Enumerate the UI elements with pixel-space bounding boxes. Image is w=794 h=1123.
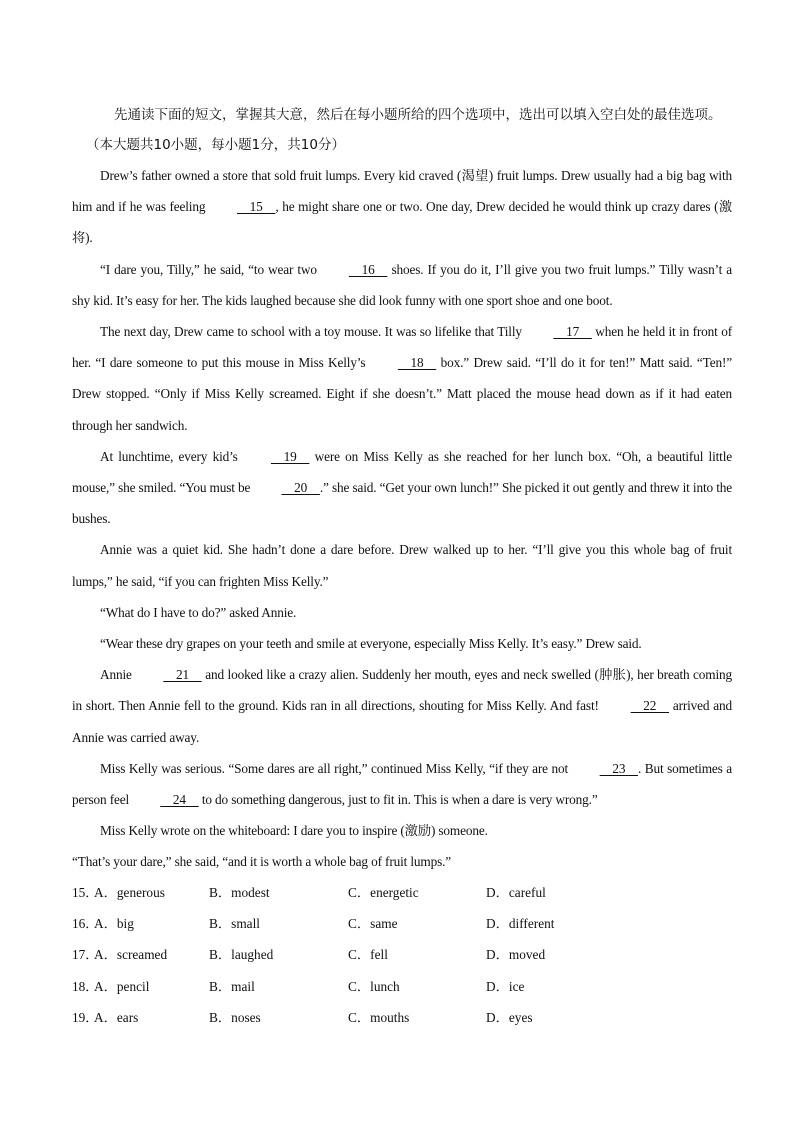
text-span: Annie	[100, 667, 136, 683]
instructions: 先通读下面的短文，掌握其大意，然后在每小题所给的四个选项中，选出可以填入空白处的最佳选项。（本大题共10小题，每小题1分，共10分）	[86, 107, 722, 153]
option-c: C．fell	[348, 947, 388, 963]
option-b: B．modest	[209, 885, 270, 900]
question-number: 19．	[72, 1009, 99, 1025]
option-b: B．small	[209, 916, 260, 932]
text-span: were on Miss Kelly as she reached for her lunch box. “Oh, a beautiful little mouse,” she smiled. “You must be	[72, 448, 732, 496]
option-row-15	[72, 877, 732, 908]
reading-passage	[72, 160, 732, 878]
paragraph-4	[72, 441, 732, 535]
blank-16: 16	[348, 261, 388, 277]
paragraph-10: Miss Kelly wrote on the whiteboard: I dare you to inspire (激励) someone.	[100, 823, 488, 839]
paragraph-3	[72, 316, 732, 441]
option-b: B．laughed	[209, 947, 274, 963]
blank-23: 23	[599, 760, 639, 776]
text-span: and looked like a crazy alien. Suddenly her mouth, eyes and neck swelled (肿胀), her breath coming in short. Then Annie fell to the ground. Kids ran in all directions, shouting for Miss Kelly. And fast!	[72, 667, 733, 714]
question-number: 18．	[72, 978, 99, 994]
option-a: A．screamed	[94, 947, 168, 963]
paragraph-5: Annie was a quiet kid. She hadn’t done a dare before. Drew walked up to her. “I’ll give you this whole bag of fruit lumps,” he said, “if you can frighten Miss Kelly.”	[72, 542, 732, 589]
option-c: C．same	[348, 916, 398, 932]
option-a: A．big	[94, 916, 134, 932]
text-span: , he might share one or two. One day, Drew decided he would think up crazy dares (激将).	[72, 199, 732, 246]
blank-20: 20	[281, 480, 320, 496]
blank-19: 19	[270, 448, 310, 464]
option-row-18	[72, 971, 732, 1002]
paragraph-9	[72, 753, 732, 815]
paragraph-1	[72, 160, 732, 254]
paragraph-7: “Wear these dry grapes on your teeth and smile at everyone, especially Miss Kelly. It’s easy.” Drew said.	[100, 636, 642, 652]
text-span: shoes. If you do it, I’ll give you two fruit lumps.” Tilly wasn’t a shy kid. It’s easy for her. The kids laughed because she did look funny with one sport shoe and one boot.	[72, 261, 733, 308]
text-span: The next day, Drew came to school with a toy mouse. It was so lifelike that Tilly	[100, 324, 526, 340]
option-d: D．eyes	[486, 1009, 533, 1025]
option-b: B．mail	[209, 978, 255, 994]
text-span: Miss Kelly was serious. “Some dares are all right,” continued Miss Kelly, “if they are not	[100, 760, 572, 776]
option-a: A．ears	[94, 1009, 139, 1025]
option-row-19	[72, 1002, 732, 1033]
blank-17: 17	[553, 324, 592, 340]
option-a: A．generous	[94, 885, 165, 900]
option-d: D．ice	[486, 978, 525, 994]
option-c: C．lunch	[348, 978, 400, 994]
text-span: to do something dangerous, just to fit in. This is when a dare is very wrong.”	[198, 792, 598, 808]
paragraph-6: “What do I have to do?” asked Annie.	[100, 604, 297, 620]
question-number: 15．	[72, 885, 99, 900]
blank-22: 22	[630, 698, 670, 714]
blank-18: 18	[397, 355, 437, 371]
paragraph-11: “That’s your dare,” she said, “and it is worth a whole bag of fruit lumps.”	[72, 854, 452, 870]
option-b: B．noses	[209, 1009, 261, 1025]
question-number: 17．	[72, 947, 99, 963]
option-d: D．careful	[486, 885, 546, 900]
option-d: D．moved	[486, 947, 546, 963]
option-a: A．pencil	[94, 978, 150, 994]
text-span: At lunchtime, every kid’s	[100, 448, 243, 464]
option-row-17	[72, 939, 732, 970]
text-span: “I dare you, Tilly,” he said, “to wear two	[100, 261, 321, 277]
option-c: C．energetic	[348, 885, 419, 900]
answer-options	[72, 877, 732, 1033]
blank-15: 15	[236, 199, 276, 215]
paragraph-2	[72, 254, 732, 316]
question-number: 16．	[72, 916, 99, 932]
text-span: .” she said. “Get your own lunch!” She picked it out gently and threw it into the bushes.	[72, 480, 733, 527]
text-span: when he held it in front of her. “I dare someone to put this mouse in Miss Kelly’s	[72, 324, 732, 371]
option-row-16	[72, 908, 732, 939]
blank-24: 24	[160, 792, 199, 808]
blank-21: 21	[163, 667, 202, 683]
paragraph-8	[72, 659, 732, 753]
text-span: Drew’s father owned a store that sold fruit lumps. Every kid craved (渴望) fruit lumps. Drew usually had a big bag with him and if he was feeling	[72, 168, 732, 215]
option-d: D．different	[486, 916, 555, 932]
option-c: C．mouths	[348, 1009, 410, 1025]
text-span: . But sometimes a person feel	[72, 760, 732, 808]
text-span: arrived and Annie was carried away.	[72, 698, 732, 745]
text-span: box.” Drew said. “I’ll do it for ten!” Matt said. “Ten!” Drew stopped. “Only if Miss Kelly screamed. Eight if she doesn’t.” Matt placed the mouse head down as if it had eaten through her sandwich.	[72, 355, 732, 433]
